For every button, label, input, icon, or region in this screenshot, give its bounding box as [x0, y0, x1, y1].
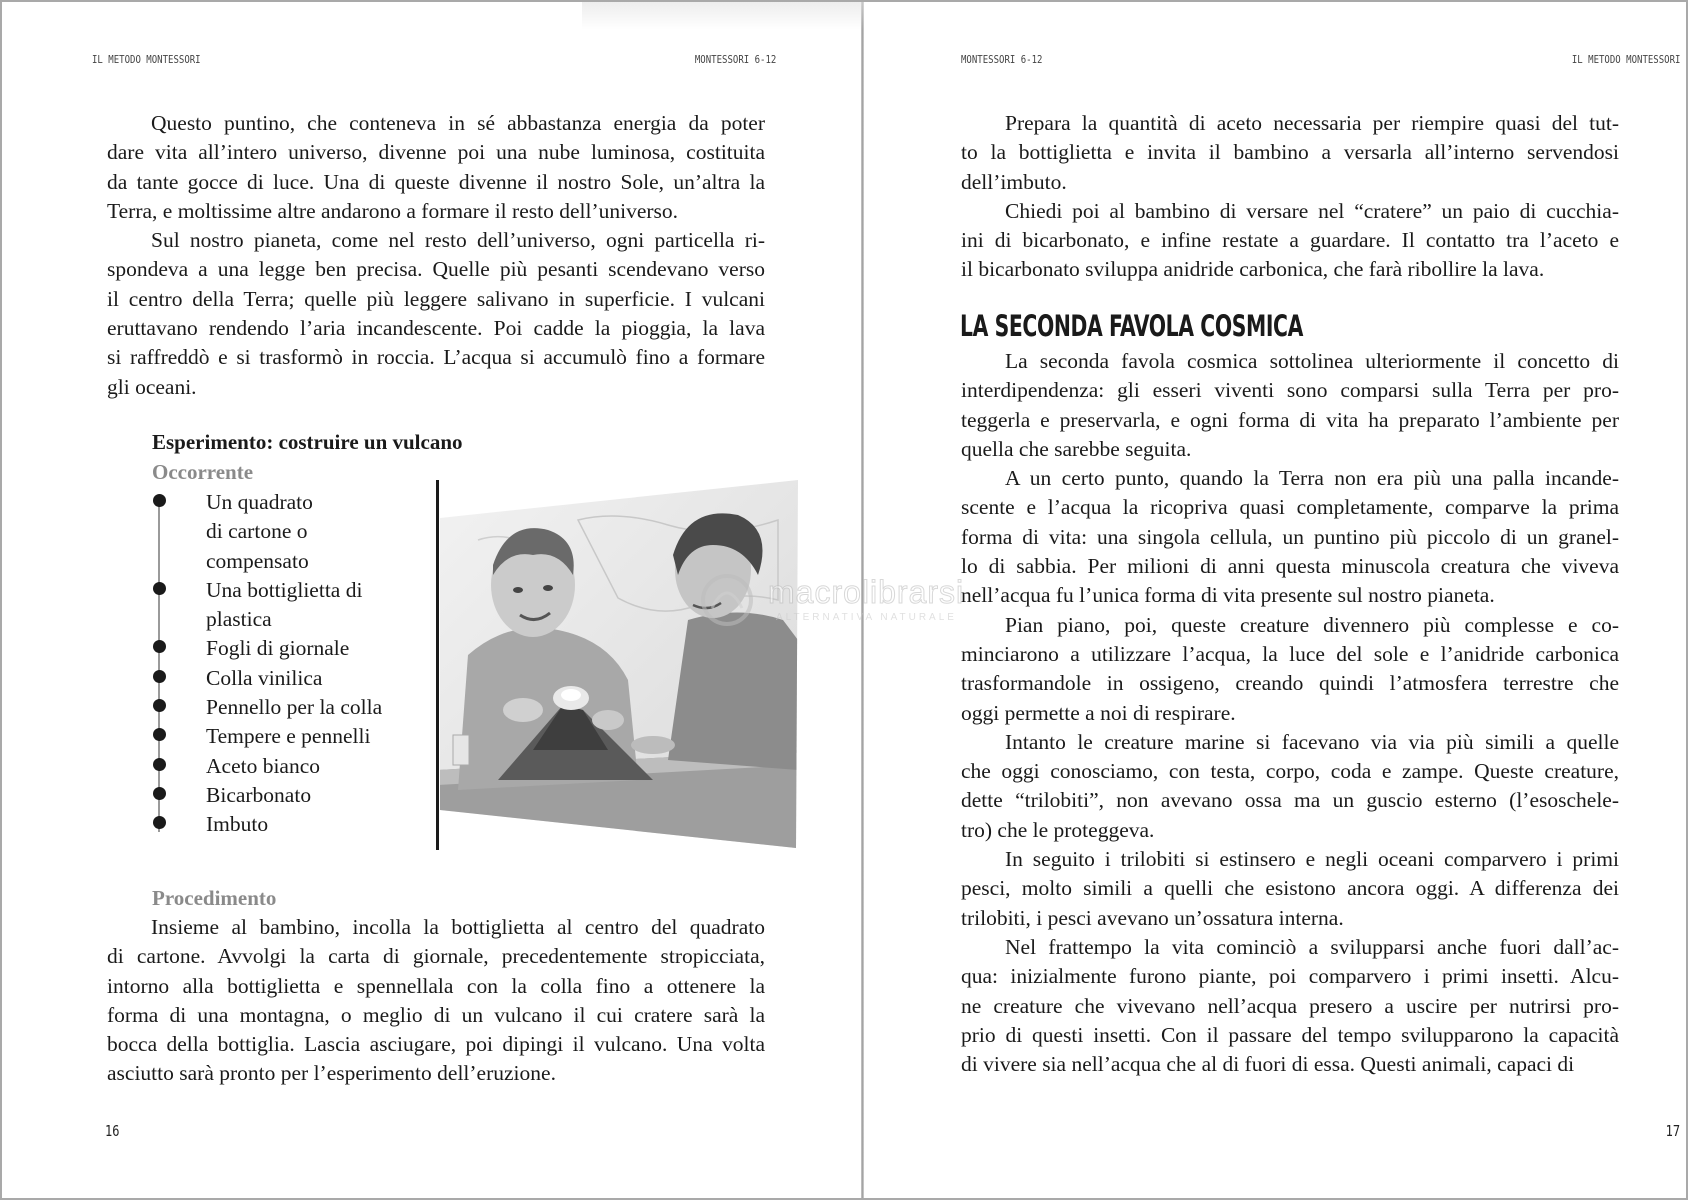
text-line: Intanto le creature marine si facevano via via più simili a quelle	[1005, 729, 1619, 754]
text-line: A un certo punto, quando la Terra non era più una palla incande-	[1005, 466, 1619, 491]
materials-list-item	[152, 634, 442, 663]
text-line: dare vita all’intero universo, divenne poi una nube luminosa, costituita	[107, 140, 765, 165]
text-line: to la bottiglietta e invita il bambino a versarla all’interno servendosi	[961, 140, 1619, 165]
materials-item-text: compensato	[206, 548, 309, 573]
bullet-icon	[153, 494, 166, 507]
photo-children-volcano-icon	[438, 480, 798, 848]
procedure-line: Insieme al bambino, incolla la bottiglietta al centro del quadrato	[151, 915, 765, 939]
materials-item-text: Aceto bianco	[206, 753, 321, 778]
materials-item-text: Bicarbonato	[206, 782, 312, 807]
materials-item-text: Fogli di giornale	[206, 636, 350, 661]
watermark-text: macrolibrarsi	[768, 574, 965, 610]
text-line: Nel frattempo la vita cominciò a svilupparsi anche fuori dall’ac-	[1005, 934, 1619, 959]
text-line: spondeva a una legge ben precisa. Quelle più pesanti scendevano verso	[107, 257, 765, 282]
running-head-left: MONTESSORI 6-12	[961, 53, 1043, 66]
materials-list-item	[152, 752, 442, 781]
materials-list-item	[152, 810, 442, 839]
text-line: oggi permette a noi di respirare.	[961, 700, 1236, 725]
text-line: quella che sarebbe seguita.	[961, 436, 1192, 461]
text-line: ini di bicarbonato, e infine restate a guardare. Il contatto tra l’aceto e	[961, 228, 1619, 253]
procedure-line: asciutto sarà pronto per l’esperimento dell’eruzione.	[107, 1061, 556, 1086]
text-line: In seguito i trilobiti si estinsero e negli oceani comparvero i primi	[1005, 847, 1619, 872]
bullet-icon	[153, 582, 166, 595]
right-body-text	[961, 347, 1619, 1079]
text-line: da tante gocce di luce. Una di queste divenne il nostro Sole, un’altra la	[107, 169, 765, 194]
running-head-right: MONTESSORI 6-12	[694, 53, 776, 66]
materials-item-text: Un quadrato	[206, 490, 313, 514]
text-line: trilobiti, i pesci avevano un’ossatura interna.	[961, 905, 1344, 930]
procedure-line: di cartone. Avvolgi la carta di giornale, precedentemente stropicciata,	[107, 944, 765, 969]
text-line: il bicarbonato sviluppa anidride carbonica, che farà ribollire la lava.	[961, 257, 1545, 282]
text-line: pesci, molto simili a quelli che esistono ancora oggi. A differenza dei	[961, 876, 1619, 901]
procedure-line: bocca della bottiglia. Lascia asciugare, poi dipingi il vulcano. Una volta	[107, 1032, 765, 1057]
bullet-icon	[153, 640, 166, 653]
text-line: ne creature che vivevano nell’acqua presero a uscire per nutrirsi pro-	[961, 993, 1619, 1018]
materials-list	[152, 488, 442, 840]
bullet-icon	[153, 670, 166, 683]
text-line: Sul nostro pianeta, come nel resto dell’universo, ogni particella ri-	[151, 228, 765, 253]
text-line: interdipendenza: gli esseri viventi sono comparsi sulla Terra per pro-	[961, 378, 1619, 403]
text-line: Terra, e moltissime altre andarono a formare il resto dell’universo.	[107, 198, 679, 223]
text-line: La seconda favola cosmica sottolinea ulteriormente il concetto di	[1005, 349, 1619, 373]
text-line: Chiedi poi al bambino di versare nel “cratere” un paio di cucchia-	[1005, 198, 1619, 223]
bullet-icon	[153, 758, 166, 771]
bullet-icon	[153, 699, 166, 712]
running-head-left: IL METODO MONTESSORI	[92, 53, 201, 66]
text-line: gli oceani.	[107, 374, 197, 399]
text-line: che oggi conosciamo, con testa, corpo, coda e zampe. Queste creature,	[961, 759, 1619, 784]
text-line: lo di sabbia. Per milioni di anni questa minuscola creatura che viveva	[961, 554, 1619, 579]
left-page	[2, 2, 862, 1198]
page-number-left: 16	[105, 1122, 120, 1140]
text-line: forma di vita: una singola cellula, un puntino più piccolo di un granel-	[961, 524, 1619, 549]
text-line: tro) che le proteggeva.	[961, 817, 1155, 842]
text-line: il centro della Terra; quelle più leggere salivano in superficie. I vulcani	[107, 286, 765, 311]
text-line: Pian piano, poi, queste creature divennero più complesse e co-	[1005, 612, 1619, 637]
running-head-right: IL METODO MONTESSORI	[1571, 53, 1680, 66]
procedure-text	[107, 913, 765, 1089]
bullet-icon	[153, 728, 166, 741]
text-line: dette “trilobiti”, non avevano ossa ma un guscio esterno (l’esoschele-	[961, 788, 1619, 813]
text-line: nell’acqua fu l’unica forma di vita presente sul nostro pianeta.	[961, 583, 1495, 608]
materials-list-item	[152, 722, 442, 751]
materials-list-item	[152, 488, 442, 576]
text-line: scente e l’acqua la ricopriva quasi completamente, comparve la prima	[961, 495, 1619, 520]
text-line: minciarono a utilizzare l’acqua, la luce del sole e l’anidride carbonica	[961, 641, 1619, 666]
text-line: di vivere sia nell’acqua che al di fuori di essa. Questi animali, capaci di	[961, 1052, 1575, 1077]
watermark-tagline: ALTERNATIVA NATURALE	[776, 612, 957, 623]
materials-item-text: di cartone o	[206, 519, 308, 544]
text-line: si raffreddò e si trasformò in roccia. L’acqua si accumulò fino a formare	[107, 345, 765, 370]
materials-list-item	[152, 781, 442, 810]
text-line: dell’imbuto.	[961, 169, 1067, 194]
materials-item-text: plastica	[206, 607, 272, 632]
right-page	[864, 2, 1686, 1198]
text-line: trasformandole in ossigeno, creando quindi l’atmosfera terrestre che	[961, 671, 1619, 696]
left-body-text	[107, 109, 765, 402]
procedure-line: intorno alla bottiglietta e spennellala con la colla fino a ottenere la	[107, 973, 765, 998]
materials-list-item	[152, 693, 442, 722]
section-title: LA SECONDA FAVOLA COSMICA	[960, 309, 1303, 343]
materials-item-text: Tempere e pennelli	[206, 724, 371, 749]
page-number-right: 17	[1665, 1122, 1680, 1140]
text-line: qua: inizialmente furono piante, poi comparvero i primi insetti. Alcu-	[961, 964, 1619, 989]
materials-item-text: Colla vinilica	[206, 665, 323, 690]
right-intro-text	[961, 109, 1619, 285]
bullet-icon	[153, 787, 166, 800]
materials-item-text: Imbuto	[206, 812, 269, 837]
materials-list-item	[152, 576, 442, 635]
materials-list-item	[152, 664, 442, 693]
text-line: teggerla e preservarla, e ogni forma di vita ha preparato l’ambiente per	[961, 407, 1619, 432]
procedure-line: forma di una montagna, o meglio di un vulcano il cui cratere sarà la	[107, 1002, 765, 1027]
text-line: Prepara la quantità di aceto necessaria per riempire quasi del tut-	[1005, 111, 1619, 135]
procedure-heading: Procedimento	[152, 886, 277, 910]
materials-heading: Occorrente	[152, 460, 254, 484]
text-line: prio di questi insetti. Con il passare del tempo svilupparono la capacità	[961, 1022, 1619, 1047]
text-line: Questo puntino, che conteneva in sé abbastanza energia da poter	[151, 111, 765, 135]
bullet-icon	[153, 816, 166, 829]
materials-item-text: Pennello per la colla	[206, 695, 383, 720]
experiment-title: Esperimento: costruire un vulcano	[152, 430, 463, 454]
materials-item-text: Una bottiglietta di	[206, 577, 363, 602]
text-line: eruttavano rendendo l’aria incandescente. Poi cadde la pioggia, la lava	[107, 316, 765, 341]
